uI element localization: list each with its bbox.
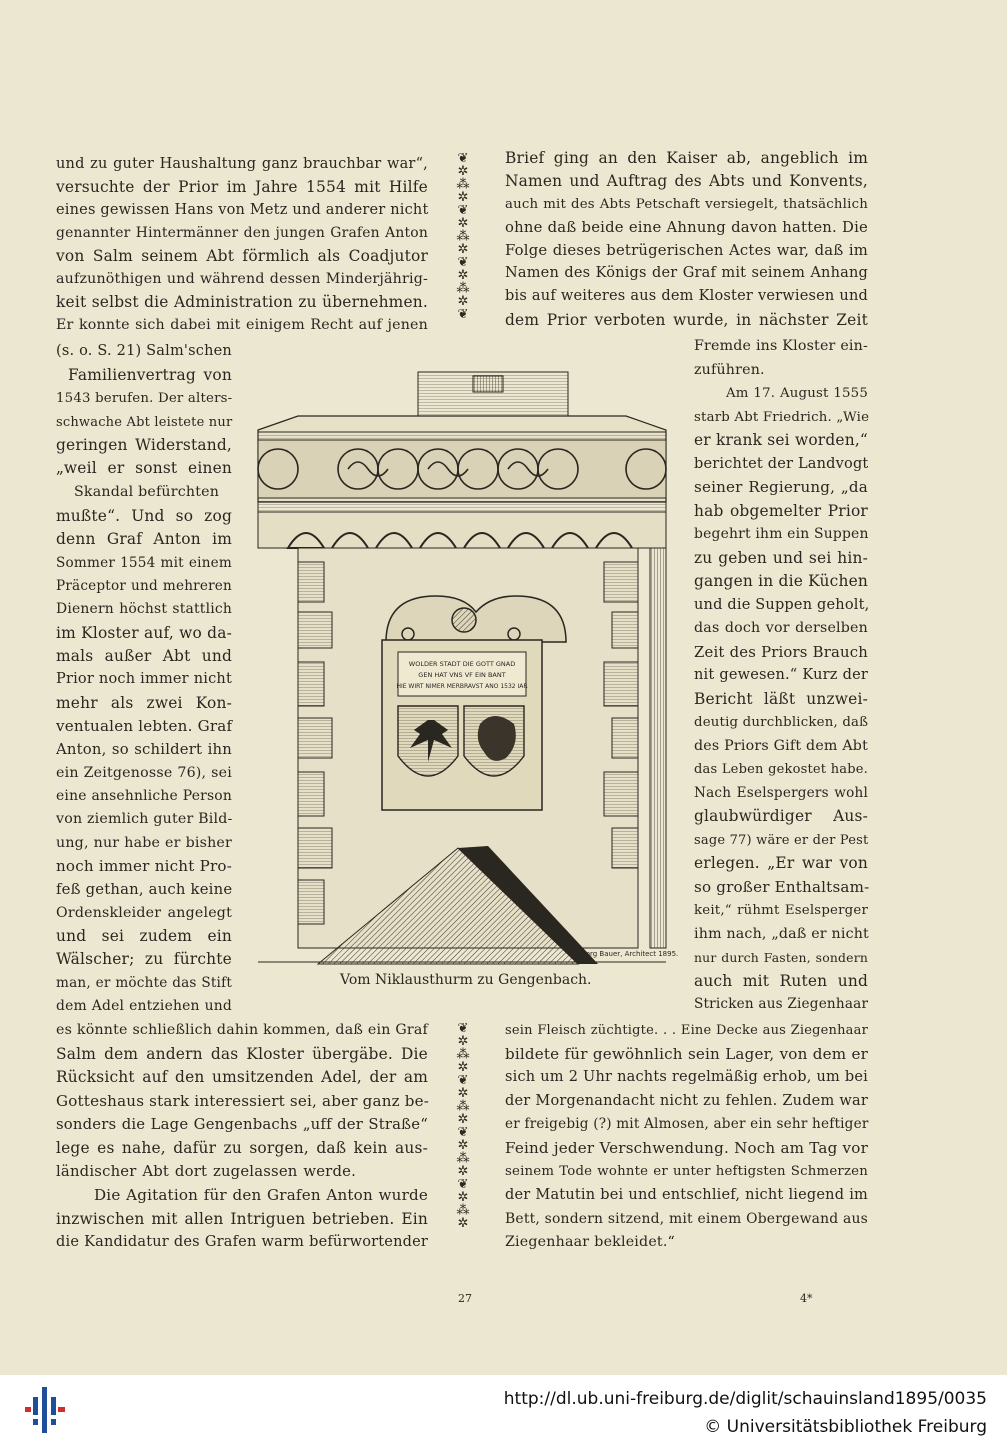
text-line: Namen des Königs der Graf mit seinem Anhang: [505, 265, 868, 281]
text-line: bis auf weiteres aus dem Kloster verwiesen und: [505, 288, 868, 304]
text-line: denn Graf Anton im: [56, 530, 232, 548]
text-line: erlegen. „Er war von: [694, 854, 868, 872]
text-line: inzwischen mit allen Intriguen betrieben. Ein: [56, 1210, 428, 1228]
figure-caption: Vom Niklausthurm zu Gengenbach.: [340, 972, 592, 988]
text-line: mals außer Abt und: [56, 647, 232, 665]
text-line: dem Adel entziehen und: [56, 998, 232, 1014]
text-line: Zeit des Priors Brauch: [694, 644, 868, 661]
text-line: er freigebig (?) mit Almosen, aber ein sehr heftiger: [505, 1116, 869, 1132]
text-line: Bericht läßt unzwei-: [694, 690, 868, 708]
text-line: das Leben gekostet habe.: [694, 762, 868, 777]
ub-freiburg-logo-icon: [25, 1387, 65, 1433]
text-line: „weil er sonst einen: [56, 459, 232, 477]
text-line: Die Agitation für den Grafen Anton wurde: [94, 1186, 428, 1204]
text-line: keit,“ rühmt Eselsperger: [694, 903, 868, 918]
text-line: Nach Eselspergers wohl: [694, 785, 868, 801]
text-line: so großer Enthaltsam-: [694, 878, 870, 896]
text-line: zuführen.: [694, 362, 765, 378]
text-line: aufzunöthigen und während dessen Minderjährig-: [56, 271, 428, 287]
text-line: begehrt ihm ein Suppen: [694, 526, 869, 542]
text-line: Stricken aus Ziegenhaar: [694, 996, 869, 1012]
text-line: Namen und Auftrag des Abts und Konvents,: [505, 172, 868, 190]
text-line: Familienvertrag von: [68, 366, 232, 384]
text-line: Brief ging an den Kaiser ab, angeblich im: [505, 149, 868, 167]
text-line: hab obgemelter Prior: [694, 502, 868, 520]
text-line: Folge dieses betrügerischen Actes war, daß im: [505, 242, 868, 259]
text-line: Am 17. August 1555: [726, 386, 868, 401]
text-line: Prior noch immer nicht: [56, 671, 232, 687]
text-line: von Salm seinem Abt förmlich als Coadjutor: [56, 247, 428, 265]
text-line: auch mit des Abts Petschaft versiegelt, thatsächlich: [505, 197, 868, 212]
text-line: lege es nahe, dafür zu sorgen, daß kein aus-: [56, 1139, 428, 1157]
text-line: und die Suppen geholt,: [694, 597, 870, 613]
text-line: schwache Abt leistete nur: [56, 415, 233, 430]
page-number: 27: [458, 1292, 472, 1305]
text-line: Fremde ins Kloster ein-: [694, 338, 868, 354]
text-line: Er konnte sich dabei mit einigem Recht auf jenen: [56, 317, 428, 333]
text-line: es könnte schließlich dahin kommen, daß ein Graf: [56, 1022, 428, 1038]
column-divider-ornament-top: ❦ ✲ ⁂ ✲ ❦ ✲ ⁂ ✲ ❦ ✲ ⁂ ✲ ❦: [456, 151, 470, 322]
inscription-line-2: GEN HAT VNS VF EIN BANT: [418, 671, 506, 679]
library-footer: [0, 1375, 1007, 1447]
text-line: Bett, sondern sitzend, mit einem Obergewand aus: [505, 1211, 868, 1227]
text-line: geringen Widerstand,: [56, 436, 232, 454]
text-line: Wälscher; zu fürchte: [56, 950, 232, 968]
text-line: feß gethan, auch keine: [56, 881, 233, 898]
text-line: von ziemlich guter Bild-: [56, 811, 233, 827]
text-line: Salm dem andern das Kloster übergäbe. Die: [56, 1045, 428, 1063]
text-line: deutig durchblicken, daß: [694, 715, 869, 730]
text-line: starb Abt Friedrich. „Wie: [694, 410, 870, 425]
text-line: Anton, so schildert ihn: [56, 741, 232, 758]
text-line: sein Fleisch züchtigte. . . Eine Decke aus Ziegenhaar: [505, 1023, 868, 1038]
text-line: ländischer Abt dort zugelassen werde.: [56, 1163, 356, 1180]
text-line: auch mit Ruten und: [694, 972, 868, 990]
text-line: mußte“. Und so zog: [56, 507, 232, 525]
permalink-url[interactable]: http://dl.ub.uni-freiburg.de/diglit/schauinsland1895/0035: [503, 1389, 987, 1409]
text-line: noch immer nicht Pro-: [56, 857, 232, 875]
text-line: Dienern höchst stattlich: [56, 601, 232, 617]
text-line: (s. o. S. 21) Salm'schen: [56, 343, 232, 359]
text-line: sage 77) wäre er der Pest: [694, 833, 869, 848]
column-divider-ornament-bottom: ❦ ✲ ⁂ ✲ ❦ ✲ ⁂ ✲ ❦ ✲ ⁂ ✲ ❦ ✲ ⁂ ✲: [456, 1021, 470, 1231]
text-line: 1543 berufen. Der alters-: [56, 391, 233, 406]
text-line: Präceptor und mehreren: [56, 578, 232, 594]
text-line: sich um 2 Uhr nachts regelmäßig erhob, um bei: [505, 1069, 868, 1085]
text-line: nit gewesen.“ Kurz der: [694, 667, 868, 683]
text-line: Skandal befürchten: [74, 484, 220, 500]
text-line: und sei zudem ein: [56, 927, 232, 945]
text-line: der Matutin bei und entschlief, nicht liegend im: [505, 1187, 868, 1203]
text-line: Feind jeder Verschwendung. Noch am Tag vor: [505, 1139, 868, 1157]
text-line: seiner Regierung, „da: [694, 478, 868, 496]
text-line: Ziegenhaar bekleidet.“: [505, 1234, 675, 1250]
text-line: genannter Hintermänner den jungen Grafen Anton: [56, 225, 428, 241]
text-line: er krank sei worden,“: [694, 431, 868, 449]
text-line: ihm nach, „daß er nicht: [694, 926, 869, 942]
text-line: zu geben und sei hin-: [694, 549, 868, 567]
text-line: sonders die Lage Gengenbachs „uff der Straße“: [56, 1116, 428, 1133]
text-line: ein Zeitgenosse 76), sei: [56, 765, 232, 781]
inscription-line-3: HIE WIRT NIMER MERBRAVST ANO 1532 IAR: [396, 683, 528, 690]
text-line: eines gewissen Hans von Metz und anderer nicht: [56, 202, 429, 218]
text-line: ventualen lebten. Graf: [56, 717, 233, 735]
text-line: seinem Tode wohnte er unter heftigsten Schmerzen: [505, 1164, 868, 1179]
text-line: man, er möchte das Stift: [56, 975, 232, 991]
text-line: Rücksicht auf den umsitzenden Adel, der am: [56, 1068, 428, 1086]
text-line: das doch vor derselben: [694, 620, 868, 636]
tower-illustration: [258, 372, 679, 964]
text-line: keit selbst die Administration zu übernehmen.: [56, 293, 428, 311]
text-line: des Priors Gift dem Abt: [694, 738, 868, 754]
text-line: der Morgenandacht nicht zu fehlen. Zudem war: [505, 1093, 868, 1109]
text-line: Gotteshaus stark interessiert sei, aber ganz be-: [56, 1092, 430, 1110]
inscription-line-1: WOLDER STADT DIE GOTT GNAD: [408, 660, 516, 668]
text-line: die Kandidatur des Grafen warm befürwortender: [56, 1234, 428, 1250]
illustrator-signature: Georg Bauer, Architect 1895.: [576, 950, 679, 958]
text-line: dem Prior verboten wurde, in nächster Zeit: [505, 311, 868, 329]
text-line: glaubwürdiger Aus-: [694, 807, 868, 825]
signature-mark: 4*: [800, 1292, 813, 1305]
text-line: im Kloster auf, wo da-: [56, 624, 232, 642]
text-line: gangen in die Küchen: [694, 572, 868, 590]
text-line: nur durch Fasten, sondern: [694, 950, 868, 965]
text-line: und zu guter Haushaltung ganz brauchbar war“,: [56, 156, 428, 172]
text-line: bildete für gewöhnlich sein Lager, von dem er: [505, 1045, 868, 1063]
text-line: eine ansehnliche Person: [56, 788, 232, 804]
text-line: ung, nur habe er bisher: [56, 835, 232, 851]
text-line: berichtet der Landvogt: [694, 456, 869, 472]
text-line: ohne daß beide eine Ahnung davon hatten. Die: [505, 219, 868, 236]
text-line: versuchte der Prior im Jahre 1554 mit Hilfe: [56, 178, 428, 196]
text-line: Ordenskleider angelegt: [56, 905, 232, 921]
text-line: Sommer 1554 mit einem: [56, 555, 232, 571]
copyright-notice: © Universitätsbibliothek Freiburg: [704, 1417, 987, 1437]
text-line: mehr als zwei Kon-: [56, 694, 232, 712]
